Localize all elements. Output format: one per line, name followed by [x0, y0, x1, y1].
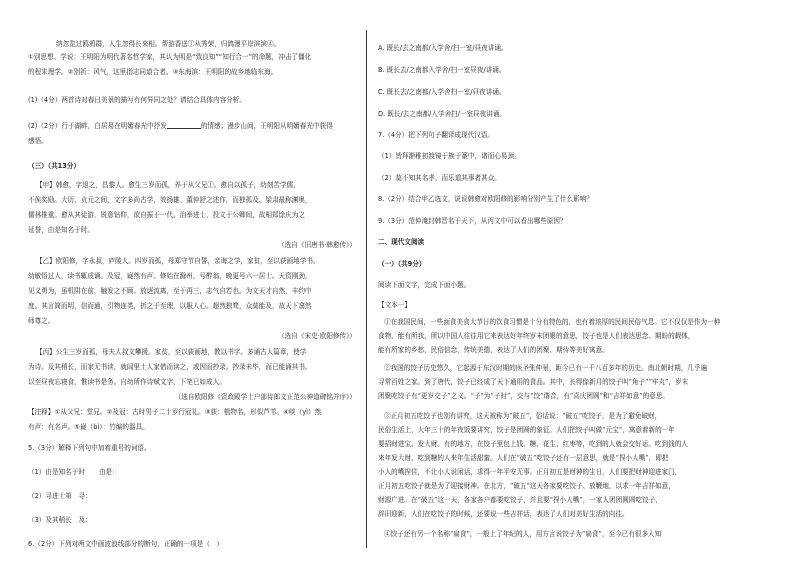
text-1-para-3-line-7: 财源广进。在“破五”这一天，各家各户都要吃饺子，并且要“捏小人嘴”，一家人团团圆圆吃饺子， [378, 496, 662, 504]
passage-bing-line-3: 以至昼夜忘寝食，惟读书是务。自幼所作诗赋文字，下笔已如成人。 [28, 378, 226, 386]
question-5-item-2: （2）寻进士第 寻： [28, 492, 92, 500]
question-6: 6.（2分）下列对两文中画波浪线部分的断句，正确的一项是（ ） [28, 540, 224, 548]
option-b[interactable]: B. 既长去/之南都入学舍/扫一室昼夜/讲诵。 [378, 66, 506, 74]
answer-blank[interactable] [167, 122, 201, 129]
subsection-1-heading: （一）（共9分） [378, 260, 426, 268]
column-divider [366, 30, 367, 548]
poem-text: 纳忽览过鸥鸦群，人生忽得长来相。帮游香送①从秀荣，归鸽漫平岸滨滨④。 [56, 40, 281, 48]
question-5: 5.（3分）解释下列句中加着重号的词语。 [28, 444, 151, 452]
passage-jia-line-1: 【甲】韩愈，字退之，昌黎人。愈生三岁而孤，养于从父兄①。愈自以孤子，幼刻苦学儒， [36, 181, 300, 189]
question-7-item-2: （2）莫不知其名孝，而乐道其事者甚众。 [378, 174, 501, 182]
passage-yi-line-3: 见义勇为，虽机阱在前，触发之不顾。放逐流离，至于再三，志气自若也。为文天才自然，丰约中 [28, 287, 312, 295]
text-1-para-3-line-8: 辞旧迎新，人们在吃饺子的时候，还要说一些吉祥话，表达了人们对美好生活的向往。 [378, 510, 629, 518]
passage-bing-line-2: 为诗。及其稍长，而家无书读，就闾里士人家借而读之，或因而抄录。抄录未毕，而已能诵其书。 [28, 363, 312, 371]
text-1-para-1-line-1: ①在我国民间，一些面食美食大节日的饮食习惯是十分有特色的，也有着浓厚的民间民俗气息。它不仅仅是作为一种 [384, 318, 721, 326]
section-3-heading: （三）（共13分） [28, 162, 81, 170]
question-8: 8.（2分）结合甲乙选文，说说韩愈对欧阳修的影响分别产生了什么影响？ [378, 195, 593, 203]
question-5-item-3: （3）及其稍长 及： [28, 516, 92, 524]
passage-yi-line-1: 【乙】欧阳修，字永叔，庐陵人。四岁而孤，母郑守节自誓，亲诲之学，家贫，至以荻画地学书。 [36, 257, 320, 265]
option-a[interactable]: A. 既长/去之南都/入学舍/扫一室/昼夜讲诵。 [378, 44, 508, 52]
passage-bing-source: （选自欧阳修《资政殿学士户部侍郎文正范公神道碑铭并序》） [174, 393, 356, 401]
passage-jia-line-2: 不俟奖励。大历、贞元之间，文字多尚古学，效扬雄、董仲舒之述作，而独孤及、梁肃最称渊奥， [28, 196, 312, 204]
text-1-para-3-line-3: 要招财进宝、发大财。有的地方，在饺子里包上钱、糖、花生、红枣等，吃到的人就会交好运。吃到钱的人 [378, 440, 688, 448]
option-d[interactable]: D. 既长/去之南都/入学舍扫/一室昼夜讲诵。 [378, 110, 507, 118]
text-1-para-4-line-1: ④饺子还有另一个名称“扁食”，一般上了年纪的人，用方言说饺子为“扁食”，至今已有很多人知 [384, 530, 662, 538]
question-2-end: 感悟。 [28, 137, 48, 145]
question-5-item-1: （1）由是知名于时 由是： [28, 468, 119, 476]
text-1-para-1-line-2: 食物，能有所我，所以中国人往往用它来表达好年终岁末团聚的意思，饺子也是人们表达思念、期盼的载体， [378, 332, 695, 340]
poem-note-1: ①别思想、学说：王明阳为明代著名哲学家，其认为明是“致良知”“知行合一”的命题，冲击了僵化 [28, 53, 312, 61]
text-1-para-3-line-6: 正月初五吃饺子就是为了迎接财神。在北方，“破五”这天各家要吃饺子、放鞭炮，以求一年吉祥如意， [378, 482, 675, 490]
section-2-heading: 二、现代文阅读 [378, 238, 425, 246]
question-9: 9.（3分）范仲淹封韩晋名于天下，从丙文中可以看出哪些原因？ [378, 217, 567, 225]
passage-bing-line-1: 【丙】公生三岁而孤，母夫人叔文攀援。家贫，至以荻画地，教以书字。多诵古人篇章，使学 [36, 348, 307, 356]
notes-line-1: 【注释】①从父兄：堂兄。②及冠：古时男子二十岁行冠礼。③荻：植物名，形似芦苇。④啖（yì）然 [28, 408, 322, 416]
question-1: (1)（4分）两首诗对春日美景的描写有何异同之处？请结合具体内容分析。 [28, 96, 246, 104]
passage-jia-line-3: 儒林推重。愈从其徒游，锐意钻仰，欲自振于一代。洎举进士，投文于公卿间，故相郑馀庆为之 [28, 211, 305, 219]
passage-yi-line-5: 师尊之。 [28, 317, 55, 325]
passage-yi-line-2: 幼敏悟过人，读书辄成诵。及冠，嶷然有声。修始在滁州，号醉翁，晚更号六一居士。天资刚劲， [28, 272, 312, 280]
question-7-item-1: （1）皆拜渐稚初渡镜于族于篆中，诸而心易颈。 [378, 152, 521, 160]
text-1-para-2-line-1: ②我国的饺子历史悠久，它起源于东汉时期的医圣张仲景，距今已有一千八百多年的历史。南北朝时期，几乎遍 [384, 364, 708, 372]
text-1-para-3-line-1: ③正月初五吃饺子也别有讲究，这天被称为“破五”，俗话说：“破五”吃饺子，是为了避免破财， [384, 412, 662, 420]
passage-jia-source: （选自《旧唐书·韩愈传》） [278, 241, 356, 249]
passage-yi-line-4: 度。其言简而明，信而通，引物连类，折之于至理，以服人心。超然独骛，众莫能及，故天下翕然 [28, 302, 312, 310]
text-1-para-3-line-4: 来年发大财，吃到糖的人来年生活甜蜜。人们在“破五”吃饺子还有一层意思，就是“捏小人嘴”，即把 [378, 454, 669, 462]
text-1-para-2-line-3: 团聚吃饺子有“更岁交子”之义。“子”为“子时”，交与“饺”谐音，有“喜庆团圆”和“吉祥如意”的意思。 [378, 392, 670, 400]
text-1-para-2-line-2: 寻常百姓之家。到了唐代，饺子已经成了天下通用的食品。其中，长得像新月的饺子叫“角子”“牢丸”，岁末 [378, 378, 689, 386]
text-1-label: 【文本一】 [378, 301, 411, 309]
question-7: 7.（4分）把下列句子翻译成现代汉语。 [378, 131, 494, 139]
option-c[interactable]: C. 既长去/之南都/入学舍扫一室/昼夜讲诵。 [378, 88, 506, 96]
passage-yi-source: （选自《宋史·欧阳修传》） [278, 332, 356, 340]
text-1-para-3-line-5: 小人的嘴捏住，不让小人说闲话，求得一年平安无事。正月初五是财神的生日，人们要把财神迎进家门， [378, 468, 682, 476]
text-1-para-3-line-2: 民俗生活上，大年三十的年夜饭要讲究，饺子是团圆的象征。人们把饺子叫做“元宝”，寓意着新的一年 [378, 426, 675, 434]
question-2: (2)（2分）行于湖畔，白居易在明媚春光中抒发 的情感；漫步山间，王明阳从明媚春光中获得 [28, 122, 333, 130]
passage-jia-line-4: 延誉，由是知名于时。 [28, 226, 94, 234]
reading-instruction: 阅读下面文字，完成下面小题。 [378, 281, 471, 289]
text-1-para-1-line-3: 能有所家的乡愁，民俗信念，传统美德，表达了人们的团聚、期待等美好寓意。 [378, 346, 609, 354]
poem-note-1b: 的程朱理学。②别祈：风气，这里指志同道合者。③东海滨：王明阳的故乡地临东海。 [28, 68, 278, 76]
notes-line-2: 有声：有名声。⑤嶷（bì）：竹编的器具。 [28, 423, 149, 431]
